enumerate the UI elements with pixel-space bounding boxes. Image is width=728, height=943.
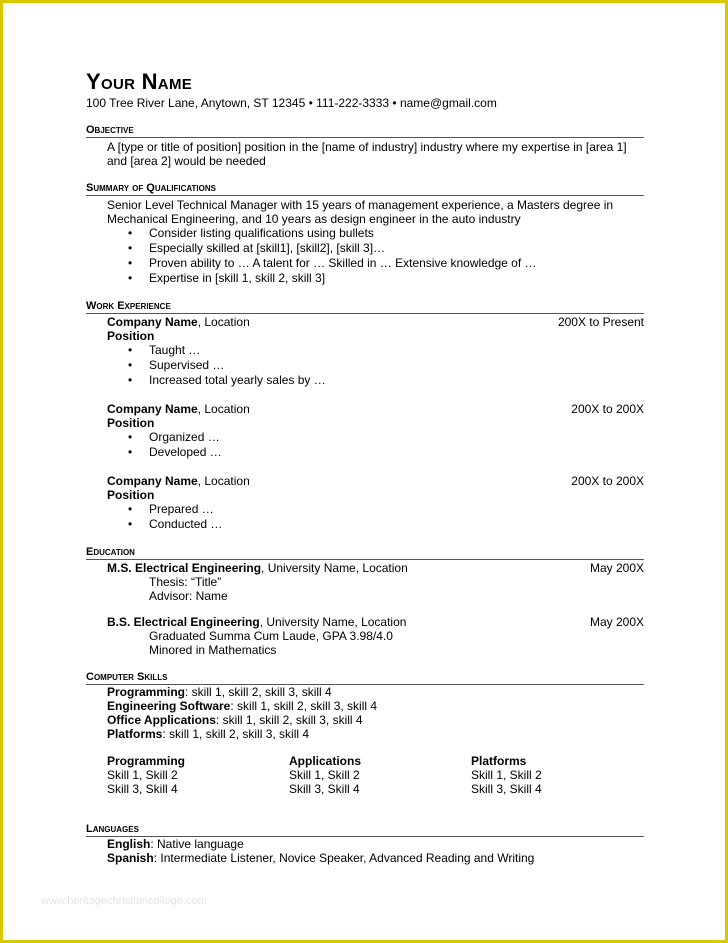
languages-section <box>86 823 644 865</box>
education-header <box>86 561 644 575</box>
contact-line: 100 Tree River Lane, Anytown, ST 12345 • 111-222-3333 • name@gmail.com <box>86 96 497 110</box>
education-school: , University Name, Location <box>261 561 408 575</box>
education-detail: Graduated Summa Cum Laude, GPA 3.98/4.0 <box>149 629 393 643</box>
job-company-line <box>107 402 250 416</box>
skills-line <box>86 699 644 713</box>
education-title: Education <box>86 546 644 560</box>
skills-cell: Skill 3, Skill 4 <box>107 782 178 796</box>
skills-label: Engineering Software <box>107 699 231 713</box>
job-bullet: • Increased total yearly sales by … <box>86 373 644 388</box>
resume-page <box>3 3 725 940</box>
job-header <box>86 315 644 329</box>
skills-cell: Skill 1, Skill 2 <box>107 768 178 782</box>
job-position: Position <box>107 416 155 430</box>
summary-bullet: • Proven ability to … A talent for … Skilled in … Extensive knowledge of … <box>86 256 644 271</box>
education-detail: Thesis: “Title” <box>149 575 222 589</box>
summary-section <box>86 182 644 286</box>
education-header <box>86 615 644 629</box>
job-dates: 200X to Present <box>557 315 644 329</box>
objective-title: Objective <box>86 124 644 138</box>
job-bullet: • Conducted … <box>86 517 644 532</box>
job-position: Position <box>107 488 155 502</box>
resume-content <box>86 69 644 865</box>
skills-cell: Skill 3, Skill 4 <box>471 782 542 796</box>
skills-text: : skill 1, skill 2, skill 3, skill 4 <box>215 713 363 727</box>
job-entry <box>86 402 644 460</box>
job-company: Company Name <box>107 474 198 488</box>
job-bullet: • Taught … <box>86 343 644 358</box>
skills-text: : skill 1, skill 2, skill 3, skill 4 <box>185 685 332 699</box>
job-bullet: • Developed … <box>86 445 644 460</box>
education-degree-line <box>107 615 406 629</box>
education-entry <box>86 561 644 603</box>
skills-label: Office Applications <box>107 713 216 727</box>
education-entry <box>86 615 644 657</box>
skills-text: : skill 1, skill 2, skill 3, skill 4 <box>230 699 378 713</box>
languages-title: Languages <box>86 823 644 837</box>
job-dates: 200X to 200X <box>571 474 644 488</box>
objective-text: A [type or title of position] position in the [name of industry] industry where my expertise in [area 1] and [area 2] would be needed <box>107 140 627 168</box>
skills-section <box>86 671 644 796</box>
job-bullet: • Prepared … <box>86 502 644 517</box>
skills-line <box>86 685 644 699</box>
education-degree-line <box>107 561 408 575</box>
education-degree: B.S. Electrical Engineering <box>107 615 260 629</box>
summary-title: Summary of Qualifications <box>86 182 644 196</box>
job-company: Company Name <box>107 402 198 416</box>
job-company-line <box>107 474 250 488</box>
job-bullets <box>86 502 644 532</box>
summary-bullet: • Expertise in [skill 1, skill 2, skill 3] <box>86 271 644 286</box>
education-date: May 200X <box>589 615 644 629</box>
job-company-line <box>107 315 250 329</box>
job-bullet: • Supervised … <box>86 358 644 373</box>
skills-cell: Skill 1, Skill 2 <box>471 768 542 782</box>
summary-bullet: • Especially skilled at [skill1], [skill2], [skill 3]… <box>86 241 644 256</box>
language-text: : Native language <box>150 837 244 851</box>
summary-text: Senior Level Technical Manager with 15 years of management experience, a Masters degree in Mechanical Engineering, and 10 years as design engineer in the auto industry <box>107 198 614 226</box>
language-text: : Intermediate Listener, Novice Speaker, Advanced Reading and Writing <box>153 851 535 865</box>
skills-cell: Skill 3, Skill 4 <box>289 782 360 796</box>
education-section <box>86 546 644 657</box>
education-detail: Advisor: Name <box>149 589 228 603</box>
job-entry <box>86 315 644 388</box>
job-header <box>86 402 644 416</box>
skills-label: Programming <box>107 685 186 699</box>
skills-table <box>86 754 644 796</box>
work-title: Work Experience <box>86 300 644 314</box>
objective-section <box>86 124 644 168</box>
skills-col-header: Programming <box>107 754 186 768</box>
job-dates: 200X to 200X <box>571 402 644 416</box>
summary-bullet: • Consider listing qualifications using bullets <box>86 226 644 241</box>
education-degree: M.S. Electrical Engineering <box>107 561 262 575</box>
language-line <box>86 837 644 851</box>
skills-line <box>86 713 644 727</box>
skills-cell: Skill 1, Skill 2 <box>289 768 360 782</box>
language-line <box>86 851 644 865</box>
job-location: , Location <box>197 474 250 488</box>
skills-title: Computer Skills <box>86 671 644 685</box>
skills-text: : skill 1, skill 2, skill 3, skill 4 <box>162 727 310 741</box>
job-entry <box>86 474 644 532</box>
job-location: , Location <box>197 402 250 416</box>
job-bullets <box>86 430 644 460</box>
job-company: Company Name <box>107 315 198 329</box>
skills-label: Platforms <box>107 727 163 741</box>
job-header <box>86 474 644 488</box>
resume-name: Your Name <box>86 69 193 94</box>
summary-bullets <box>86 226 644 286</box>
watermark: www.heritagechristiancollege.com <box>41 895 207 907</box>
job-location: , Location <box>197 315 250 329</box>
language-label: Spanish <box>107 851 154 865</box>
skills-col-header: Platforms <box>471 754 527 768</box>
job-bullets <box>86 343 644 388</box>
skills-line <box>86 727 644 741</box>
education-date: May 200X <box>589 561 644 575</box>
education-detail: Minored in Mathematics <box>149 643 277 657</box>
education-school: , University Name, Location <box>259 615 407 629</box>
work-section <box>86 300 644 532</box>
job-bullet: • Organized … <box>86 430 644 445</box>
language-label: English <box>107 837 151 851</box>
skills-col-header: Applications <box>289 754 362 768</box>
job-position: Position <box>107 329 155 343</box>
